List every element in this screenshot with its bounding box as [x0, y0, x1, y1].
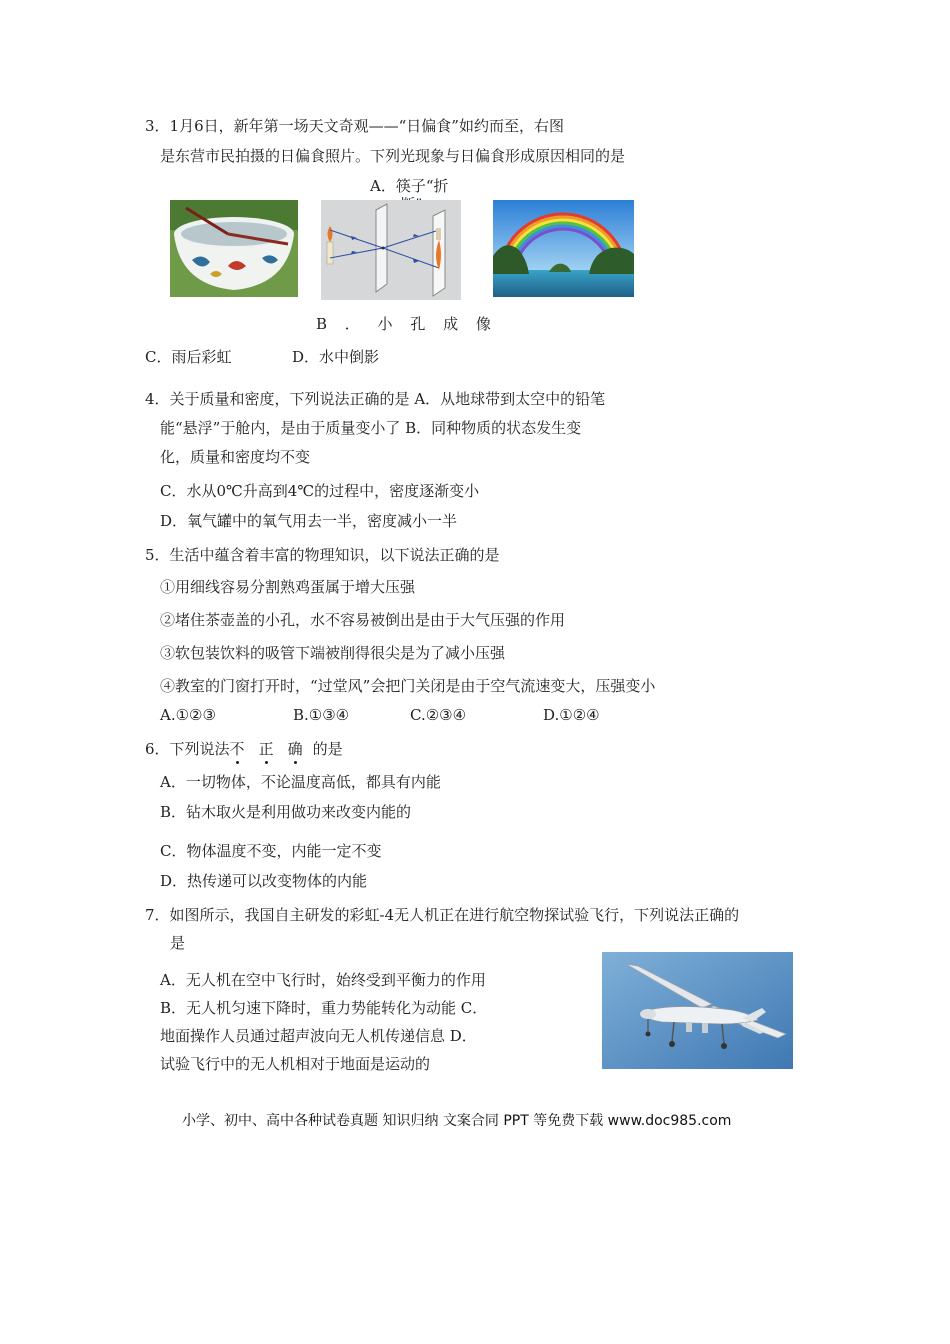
- q6-option-b: B．钻木取火是利用做功来改变内能的: [160, 803, 412, 821]
- q5-option-a: A.①②③: [160, 706, 216, 724]
- q5-statement-1: ①用细线容易分割熟鸡蛋属于增大压强: [160, 578, 416, 596]
- footer-text: 小学、初中、高中各种试卷真题 知识归纳 文案合同 PPT 等免费下载 www.doc985.com: [182, 1113, 732, 1129]
- q5-option-d: D.①②④: [543, 706, 600, 724]
- q6-option-d: D．热传递可以改变物体的内能: [160, 872, 368, 890]
- rainbow-image: [493, 200, 634, 297]
- q4-stem-line3: 化，质量和密度均不变: [160, 448, 311, 466]
- pinhole-imaging-diagram: [321, 200, 461, 300]
- q7-option-c: 地面操作人员通过超声波向无人机传递信息 D．: [160, 1027, 477, 1045]
- q7-option-b: B．无人机匀速下降时，重力势能转化为动能 C．: [160, 999, 488, 1017]
- q6-emphasis-1: 不: [229, 740, 245, 758]
- q5-option-b: B.①③④: [293, 706, 350, 724]
- q7-stem-line2: 是: [170, 934, 186, 952]
- drone-image: [602, 952, 793, 1069]
- q6-emphasis-2: 正: [258, 740, 274, 758]
- q3-option-d: D．水中倒影: [292, 348, 380, 366]
- q5-statement-4: ④教室的门窗打开时，“过堂风”会把门关闭是由于空气流速变大，压强变小: [160, 677, 656, 695]
- chopsticks-bowl-image: [170, 200, 298, 297]
- q7-option-d: 试验飞行中的无人机相对于地面是运动的: [160, 1055, 431, 1073]
- q4-option-c: C．水从0℃升高到4℃的过程中，密度逐渐变小: [160, 482, 480, 500]
- q5-option-c: C.②③④: [410, 706, 467, 724]
- q3-stem-line1: 3．1月6日，新年第一场天文奇观——“日偏食”如约而至，右图: [145, 117, 564, 135]
- q3-option-a-line1: A．筷子“折: [370, 177, 449, 195]
- q6-stem-prefix: 6．下列说法: [145, 740, 230, 758]
- q6-emphasis-3: 确: [287, 740, 303, 758]
- q6-option-c: C．物体温度不变，内能一定不变: [160, 842, 382, 860]
- q6-option-a: A．一切物体，不论温度高低，都具有内能: [160, 773, 441, 791]
- q7-option-a: A．无人机在空中飞行时，始终受到平衡力的作用: [160, 971, 486, 989]
- q3-stem-line2: 是东营市民拍摄的日偏食照片。下列光现象与日偏食形成原因相同的是: [160, 147, 626, 165]
- q4-option-d: D．氧气罐中的氧气用去一半，密度减小一半: [160, 512, 458, 530]
- q4-stem-line1: 4．关于质量和密度，下列说法正确的是 A．从地球带到太空中的铅笔: [145, 390, 606, 408]
- q6-stem: [145, 739, 343, 759]
- q7-stem-line1: 7．如图所示，我国自主研发的彩虹-4无人机正在进行航空物探试验飞行，下列说法正确的: [145, 906, 740, 924]
- q4-stem-line2: 能“悬浮”于舱内，是由于质量变小了 B．同种物质的状态发生变: [160, 419, 582, 437]
- q5-statement-2: ②堵住茶壶盖的小孔，水不容易被倒出是由于大气压强的作用: [160, 611, 566, 629]
- q5-statement-3: ③软包装饮料的吸管下端被削得很尖是为了减小压强: [160, 644, 506, 662]
- q5-stem: 5．生活中蕴含着丰富的物理知识，以下说法正确的是: [145, 546, 500, 564]
- q3-option-b: B ． 小 孔 成 像: [316, 315, 492, 333]
- q3-option-c: C．雨后彩虹: [145, 348, 232, 366]
- q6-stem-suffix: 的是: [312, 740, 343, 758]
